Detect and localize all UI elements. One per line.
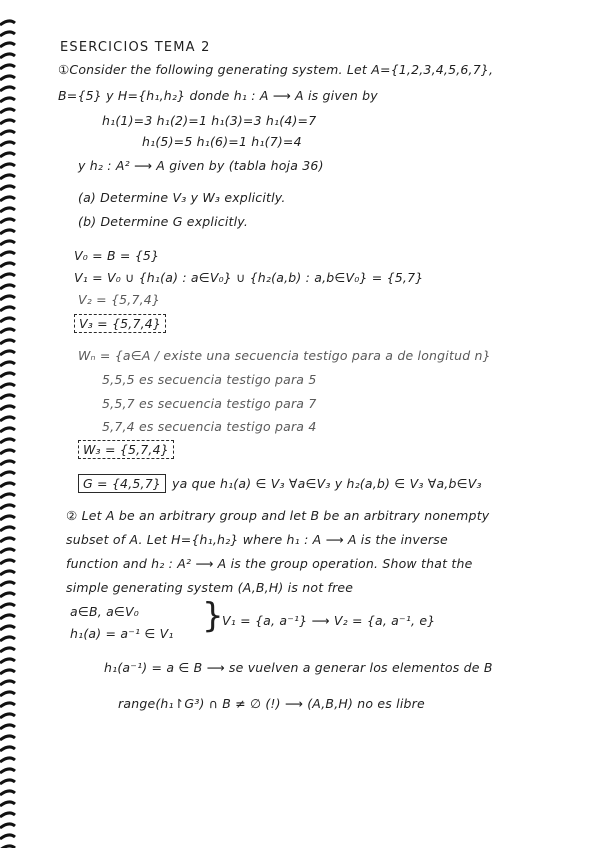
spiral-ring xyxy=(0,714,15,718)
ex2-statement-line-3: function and h₂ : A² ⟶ A is the group operation. Show that the xyxy=(66,556,473,571)
spiral-ring xyxy=(0,307,15,311)
ex1-v1: V₁ = V₀ ∪ {h₁(a) : a∈V₀} ∪ {h₂(a,b) : a,b∈V₀} = {5,7} xyxy=(74,270,424,285)
spiral-ring xyxy=(0,659,15,663)
spiral-ring xyxy=(0,769,15,773)
spiral-ring xyxy=(0,824,15,828)
ex1-witness-4: 5,7,4 es secuencia testigo para 4 xyxy=(102,419,317,434)
spiral-ring xyxy=(0,395,15,399)
ex1-question-b: (b) Determine G explicitly. xyxy=(78,214,249,229)
spiral-ring xyxy=(0,736,15,740)
spiral-ring xyxy=(0,494,15,498)
spiral-ring xyxy=(0,637,15,641)
spiral-ring xyxy=(0,560,15,564)
spiral-ring xyxy=(0,593,15,597)
ex1-h1-values-row-2: h₁(5)=5 h₁(6)=1 h₁(7)=4 xyxy=(142,134,302,149)
spiral-ring xyxy=(0,582,15,586)
spiral-ring xyxy=(0,32,15,36)
spiral-ring xyxy=(0,802,15,806)
spiral-ring xyxy=(0,791,15,795)
ex1-v2: V₂ = {5,7,4} xyxy=(78,292,161,307)
ex1-v0: V₀ = B = {5} xyxy=(74,248,160,263)
spiral-ring xyxy=(0,571,15,575)
spiral-ring xyxy=(0,527,15,531)
spiral-ring xyxy=(0,406,15,410)
spiral-ring xyxy=(0,362,15,366)
notebook-page xyxy=(22,0,600,848)
spiral-ring xyxy=(0,252,15,256)
spiral-ring xyxy=(0,296,15,300)
ex2-step-v1-v2: V₁ = {a, a⁻¹} ⟶ V₂ = {a, a⁻¹, e} xyxy=(222,613,436,628)
ex2-statement-line-4: simple generating system (A,B,H) is not free xyxy=(66,580,354,595)
spiral-ring xyxy=(0,131,15,135)
spiral-ring xyxy=(0,351,15,355)
spiral-ring xyxy=(0,384,15,388)
spiral-ring xyxy=(0,472,15,476)
ex1-w3-boxed-answer: W₃ = {5,7,4} xyxy=(78,440,174,459)
spiral-ring xyxy=(0,164,15,168)
spiral-ring xyxy=(0,219,15,223)
ex1-question-a: (a) Determine V₃ y W₃ explicitly. xyxy=(78,190,286,205)
spiral-ring xyxy=(0,813,15,817)
ex1-g-boxed-answer: G = {4,5,7} xyxy=(78,474,166,493)
spiral-ring xyxy=(0,263,15,267)
ex1-h2-definition: y h₂ : A² ⟶ A given by (tabla hoja 36) xyxy=(78,158,324,173)
spiral-ring xyxy=(0,285,15,289)
spiral-ring xyxy=(0,54,15,58)
spiral-ring xyxy=(0,87,15,91)
spiral-ring xyxy=(0,318,15,322)
spiral-ring xyxy=(0,549,15,553)
spiral-ring xyxy=(0,780,15,784)
spiral-ring xyxy=(0,208,15,212)
spiral-ring xyxy=(0,241,15,245)
spiral-ring xyxy=(0,538,15,542)
spiral-ring xyxy=(0,109,15,113)
notebook-spiral-binding xyxy=(0,0,18,848)
spiral-ring xyxy=(0,505,15,509)
ex1-v3-boxed-answer: V₃ = {5,7,4} xyxy=(74,314,166,333)
ex2-step-a-in-b: a∈B, a∈V₀ xyxy=(70,604,139,619)
spiral-ring xyxy=(0,65,15,69)
spiral-ring xyxy=(0,516,15,520)
spiral-ring xyxy=(0,461,15,465)
spiral-ring xyxy=(0,604,15,608)
spiral-ring xyxy=(0,340,15,344)
ex2-statement-line-1: ② Let A be an arbitrary group and let B be an arbitrary nonempty xyxy=(66,508,490,523)
spiral-ring xyxy=(0,120,15,124)
spiral-ring xyxy=(0,747,15,751)
spiral-ring xyxy=(0,142,15,146)
spiral-ring xyxy=(0,186,15,190)
spiral-ring xyxy=(0,417,15,421)
ex1-statement-line-1: ①Consider the following generating system. Let A={1,2,3,4,5,6,7}, xyxy=(58,62,494,77)
spiral-ring xyxy=(0,230,15,234)
spiral-ring xyxy=(0,21,15,25)
ex2-conclusion: range(h₁↾G³) ∩ B ≠ ∅ (!) ⟶ (A,B,H) no es libre xyxy=(118,696,425,711)
spiral-ring xyxy=(0,450,15,454)
spiral-ring xyxy=(0,835,15,839)
spiral-ring xyxy=(0,373,15,377)
ex1-witness-5: 5,5,5 es secuencia testigo para 5 xyxy=(102,372,317,387)
ex1-wn-definition: Wₙ = {a∈A / existe una secuencia testigo para a de longitud n} xyxy=(78,348,491,363)
spiral-ring xyxy=(0,692,15,696)
ex2-statement-line-2: subset of A. Let H={h₁,h₂} where h₁ : A ⟶ A is the inverse xyxy=(66,532,448,547)
page-title: ESERCICIOS TEMA 2 xyxy=(60,40,211,55)
spiral-ring xyxy=(0,615,15,619)
spiral-ring xyxy=(0,670,15,674)
spiral-ring xyxy=(0,98,15,102)
spiral-ring xyxy=(0,626,15,630)
ex2-step-inverse: h₁(a) = a⁻¹ ∈ V₁ xyxy=(70,626,174,641)
spiral-ring xyxy=(0,428,15,432)
spiral-ring xyxy=(0,758,15,762)
spiral-ring xyxy=(0,439,15,443)
spiral-ring xyxy=(0,725,15,729)
spiral-ring xyxy=(0,175,15,179)
spiral-ring xyxy=(0,274,15,278)
ex1-h1-values-row-1: h₁(1)=3 h₁(2)=1 h₁(3)=3 h₁(4)=7 xyxy=(102,113,317,128)
spiral-ring xyxy=(0,76,15,80)
spiral-ring xyxy=(0,483,15,487)
spiral-ring xyxy=(0,153,15,157)
ex1-g-justification: ya que h₁(a) ∈ V₃ ∀a∈V₃ y h₂(a,b) ∈ V₃ ∀a,b∈V₃ xyxy=(172,476,482,491)
spiral-ring xyxy=(0,681,15,685)
curly-brace: } xyxy=(202,596,224,636)
ex1-statement-line-2: B={5} y H={h₁,h₂} donde h₁ : A ⟶ A is given by xyxy=(58,88,378,103)
spiral-ring xyxy=(0,197,15,201)
spiral-ring xyxy=(0,43,15,47)
spiral-ring xyxy=(0,648,15,652)
spiral-ring xyxy=(0,329,15,333)
ex2-step-regenerate: h₁(a⁻¹) = a ∈ B ⟶ se vuelven a generar los elementos de B xyxy=(104,660,493,675)
ex1-witness-7: 5,5,7 es secuencia testigo para 7 xyxy=(102,396,317,411)
spiral-ring xyxy=(0,703,15,707)
